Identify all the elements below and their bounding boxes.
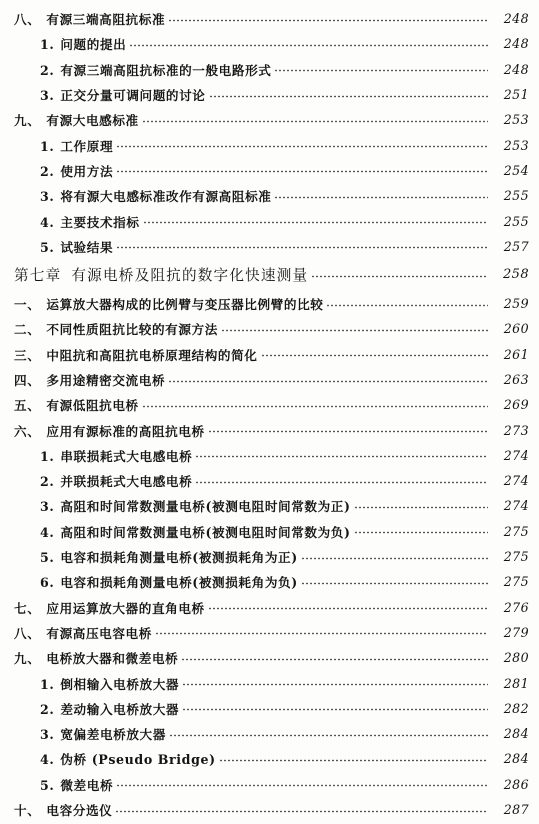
chapter-number: 第七章 <box>14 267 62 285</box>
dot-leader <box>354 531 488 534</box>
toc-subsection-entry <box>0 569 539 594</box>
toc-page-number: 287 <box>503 802 529 818</box>
dot-leader <box>181 658 488 661</box>
toc-page-number: 261 <box>503 346 529 362</box>
toc-section-entry <box>0 342 539 367</box>
toc-entry-text: 有源三端高阻抗标准的一般电路形式 <box>60 62 272 78</box>
toc-page-number: 257 <box>503 238 529 254</box>
toc-entry-number: 1. <box>40 138 55 154</box>
toc-page-number: 275 <box>503 523 529 539</box>
toc-entry-text: 宽偏差电桥放大器 <box>60 727 166 743</box>
toc-entry-title <box>14 319 218 338</box>
toc-entry-number: 4. <box>40 752 55 768</box>
toc-entry-text: 正交分量可调问题的讨论 <box>60 88 206 104</box>
toc-subsection-entry <box>0 31 539 56</box>
toc-entry-number: 八、 <box>14 12 41 28</box>
toc-subsection-entry <box>0 132 539 157</box>
toc-entry-number: 6. <box>40 575 55 591</box>
toc-subsection-entry <box>0 82 539 107</box>
dot-leader <box>301 557 488 560</box>
dot-leader <box>129 44 488 47</box>
toc-entry-number: 八、 <box>14 625 41 641</box>
dot-leader <box>182 708 488 711</box>
toc-entry-title <box>14 421 205 440</box>
dot-leader <box>261 354 489 357</box>
dot-leader <box>326 304 488 307</box>
toc-page-number: 284 <box>503 726 529 742</box>
toc-entry-number: 三、 <box>14 347 41 363</box>
toc-page-number: 253 <box>503 112 529 128</box>
toc-entry-text: 试验结果 <box>60 239 114 255</box>
toc-entry-text: 运算放大器构成的比例臂与变压器比例臂的比较 <box>46 297 324 313</box>
dot-leader <box>209 95 489 98</box>
toc-entry-title <box>40 674 179 693</box>
toc-subsection-entry <box>0 721 539 746</box>
toc-entry-title <box>14 648 178 667</box>
toc-page-number: 255 <box>503 188 529 204</box>
dot-leader <box>168 380 488 383</box>
toc-page-number: 259 <box>503 296 529 312</box>
toc-entry-title <box>14 623 152 642</box>
dot-leader <box>142 120 488 123</box>
toc-chapter-entry <box>0 259 539 291</box>
toc-entry-number: 1. <box>40 676 55 692</box>
toc-subsection-entry <box>0 696 539 721</box>
toc-entry-title <box>14 370 165 389</box>
toc-section-entry <box>0 367 539 392</box>
toc-entry-title <box>14 395 139 414</box>
toc-section-entry <box>0 797 539 822</box>
toc-entry-title <box>40 186 271 205</box>
toc-entry-text: 有源低阻抗电桥 <box>46 398 139 414</box>
toc-page-number: 284 <box>503 751 529 767</box>
dot-leader <box>221 329 488 332</box>
toc-section-entry <box>0 392 539 417</box>
toc-entry-text: 并联损耗式大电感电桥 <box>60 474 193 490</box>
toc-subsection-entry <box>0 158 539 183</box>
toc-entry-text: 将有源大电感标准改作有源高阻标准 <box>60 189 272 205</box>
toc-entry-number: 一、 <box>14 297 41 313</box>
toc-entry-number: 1. <box>40 448 55 464</box>
toc-page-number: 273 <box>503 422 529 438</box>
toc-entry-number: 九、 <box>14 651 41 667</box>
toc-entry-text: 不同性质阻抗比较的有源方法 <box>46 322 218 338</box>
toc-page-number: 263 <box>503 372 529 387</box>
toc-entry-number: 3. <box>40 189 55 205</box>
dot-leader <box>116 170 488 173</box>
toc-entry-text: 电容分选仪 <box>46 803 113 819</box>
toc-entry-number: 3. <box>40 88 55 104</box>
toc-section-entry <box>0 645 539 670</box>
toc-subsection-entry <box>0 519 539 544</box>
toc-entry-number: 九、 <box>14 113 41 129</box>
toc-entry-text: 有源三端高阻抗标准 <box>46 12 166 28</box>
toc-entry-number: 4. <box>40 214 55 230</box>
toc-section-entry <box>0 291 539 316</box>
toc-entry-text: 工作原理 <box>60 138 114 154</box>
toc-page-number: 280 <box>503 650 529 666</box>
toc-subsection-entry <box>0 544 539 569</box>
toc-entry-title <box>40 60 271 79</box>
toc-entry-number: 2. <box>40 701 55 717</box>
toc-section-entry <box>0 107 539 132</box>
toc-page-number: 254 <box>503 162 529 178</box>
toc-entry-number: 四、 <box>14 373 41 388</box>
toc-page-number: 275 <box>503 574 529 590</box>
dot-leader <box>116 145 488 148</box>
toc-page-number: 253 <box>503 137 529 153</box>
toc-entry-title <box>40 775 113 794</box>
toc-entry-title <box>40 34 126 53</box>
toc-entry-number: 六、 <box>14 423 41 439</box>
toc-entry-title <box>14 345 258 364</box>
dot-leader <box>219 759 488 762</box>
toc-entry-number: 4. <box>40 524 55 540</box>
toc-entry-title <box>14 800 112 819</box>
toc-entry-number: 2. <box>40 62 55 78</box>
toc-page-number: 279 <box>503 624 529 640</box>
toc-subsection-entry <box>0 57 539 82</box>
toc-page-number: 248 <box>503 11 529 27</box>
toc-entry-title <box>40 237 113 256</box>
dot-leader <box>301 582 488 585</box>
toc-entry-title <box>40 522 351 541</box>
toc-entry-title <box>40 212 140 231</box>
dot-leader <box>142 405 488 408</box>
dot-leader <box>116 784 488 787</box>
dot-leader <box>354 506 488 509</box>
toc-page-number: 275 <box>503 549 529 565</box>
toc-section-entry <box>0 620 539 645</box>
toc-entry-number: 3. <box>40 727 55 743</box>
toc-entry-text: 电容和损耗角测量电桥(被测损耗角为正) <box>60 550 298 566</box>
toc-chapter-title <box>14 264 308 285</box>
toc-entry-title <box>40 547 298 566</box>
chapter-title-text: 有源电桥及阻抗的数字化快速测量 <box>71 267 309 285</box>
toc-entry-text: 串联损耗式大电感电桥 <box>60 448 193 464</box>
toc-subsection-entry <box>0 746 539 771</box>
toc-entry-number: 2. <box>40 163 55 179</box>
toc-entry-text: 使用方法 <box>60 163 114 179</box>
toc-entry-number: 五、 <box>14 398 41 414</box>
dot-leader <box>274 196 488 199</box>
toc-page-number: 286 <box>503 776 529 792</box>
toc-section-entry <box>0 417 539 442</box>
dot-leader <box>274 69 488 72</box>
toc-entry-number: 七、 <box>14 600 41 616</box>
toc-entry-text: 有源高压电容电桥 <box>46 625 152 641</box>
toc-entry-text: 问题的提出 <box>60 37 127 53</box>
toc-entry-number: 3. <box>40 499 55 515</box>
toc-entry-text: 微差电桥 <box>60 777 114 793</box>
toc-section-entry <box>0 316 539 341</box>
toc-entry-text: 高阻和时间常数测量电桥(被测电阻时间常数为负) <box>60 524 351 540</box>
toc-page-number: 274 <box>503 473 529 489</box>
toc-subsection-entry <box>0 670 539 695</box>
toc-subsection-entry <box>0 234 539 259</box>
toc-entry-text: 中阻抗和高阻抗电桥原理结构的简化 <box>46 347 258 363</box>
dot-leader <box>208 607 488 610</box>
toc-entry-title <box>40 446 192 465</box>
toc-entry-number: 2. <box>40 474 55 490</box>
toc-entry-number: 二、 <box>14 322 41 338</box>
dot-leader <box>182 683 488 686</box>
toc-entry-number: 1. <box>40 37 55 53</box>
table-of-contents <box>0 6 539 822</box>
toc-entry-number: 5. <box>40 550 55 566</box>
toc-section-entry <box>0 6 539 31</box>
toc-subsection-entry <box>0 443 539 468</box>
toc-entry-text: 差动输入电桥放大器 <box>60 701 180 717</box>
dot-leader <box>155 632 488 635</box>
toc-entry-text: 应用运算放大器的直角电桥 <box>46 600 205 616</box>
toc-page-number: 276 <box>503 599 529 615</box>
toc-subsection-entry <box>0 493 539 518</box>
toc-subsection-entry <box>0 772 539 797</box>
toc-entry-text: 多用途精密交流电桥 <box>46 373 166 388</box>
toc-page-number: 258 <box>502 267 529 283</box>
toc-page-number: 255 <box>503 213 529 229</box>
dot-leader <box>195 455 488 458</box>
dot-leader <box>143 221 488 224</box>
toc-entry-title <box>40 749 216 768</box>
toc-entry-title <box>14 598 205 617</box>
toc-entry-text: 有源大电感标准 <box>46 113 139 129</box>
toc-page-number: 248 <box>503 36 529 52</box>
toc-entry-title <box>40 572 298 591</box>
toc-page-number: 281 <box>503 675 529 691</box>
toc-section-entry <box>0 595 539 620</box>
toc-page-number: 251 <box>503 87 529 103</box>
toc-entry-text: 倒相输入电桥放大器 <box>60 676 180 692</box>
toc-entry-text: 伪桥 (Pseudo Bridge) <box>60 752 216 768</box>
toc-page-number: 282 <box>503 700 529 716</box>
dot-leader <box>195 481 488 484</box>
toc-subsection-entry <box>0 468 539 493</box>
toc-entry-title <box>14 9 165 28</box>
dot-leader <box>116 246 488 249</box>
toc-subsection-entry <box>0 183 539 208</box>
toc-entry-title <box>40 85 206 104</box>
toc-page-number: 260 <box>503 321 529 337</box>
toc-subsection-entry <box>0 208 539 233</box>
toc-entry-number: 5. <box>40 239 55 255</box>
toc-entry-text: 高阻和时间常数测量电桥(被测电阻时间常数为正) <box>60 499 351 515</box>
toc-entry-text: 主要技术指标 <box>60 214 140 230</box>
toc-page-number: 274 <box>503 447 529 463</box>
dot-leader <box>311 275 488 278</box>
toc-entry-title <box>14 294 323 313</box>
toc-entry-number: 5. <box>40 777 55 793</box>
dot-leader <box>168 19 488 22</box>
toc-entry-title <box>40 496 351 515</box>
dot-leader <box>115 810 488 813</box>
toc-entry-title <box>14 110 139 129</box>
toc-page-number: 248 <box>503 61 529 77</box>
toc-entry-title <box>40 136 113 155</box>
toc-entry-text: 电桥放大器和微差电桥 <box>46 651 179 667</box>
toc-entry-title <box>40 471 192 490</box>
toc-entry-text: 应用有源标准的高阻抗电桥 <box>46 423 205 439</box>
toc-page-number: 274 <box>503 498 529 514</box>
toc-entry-title <box>40 161 113 180</box>
toc-page-number: 269 <box>503 397 529 413</box>
dot-leader <box>169 734 488 737</box>
toc-entry-text: 电容和损耗角测量电桥(被测损耗角为负) <box>60 575 298 591</box>
dot-leader <box>208 430 488 433</box>
toc-entry-title <box>40 699 179 718</box>
toc-entry-title <box>40 724 166 743</box>
toc-entry-number: 十、 <box>14 803 41 819</box>
